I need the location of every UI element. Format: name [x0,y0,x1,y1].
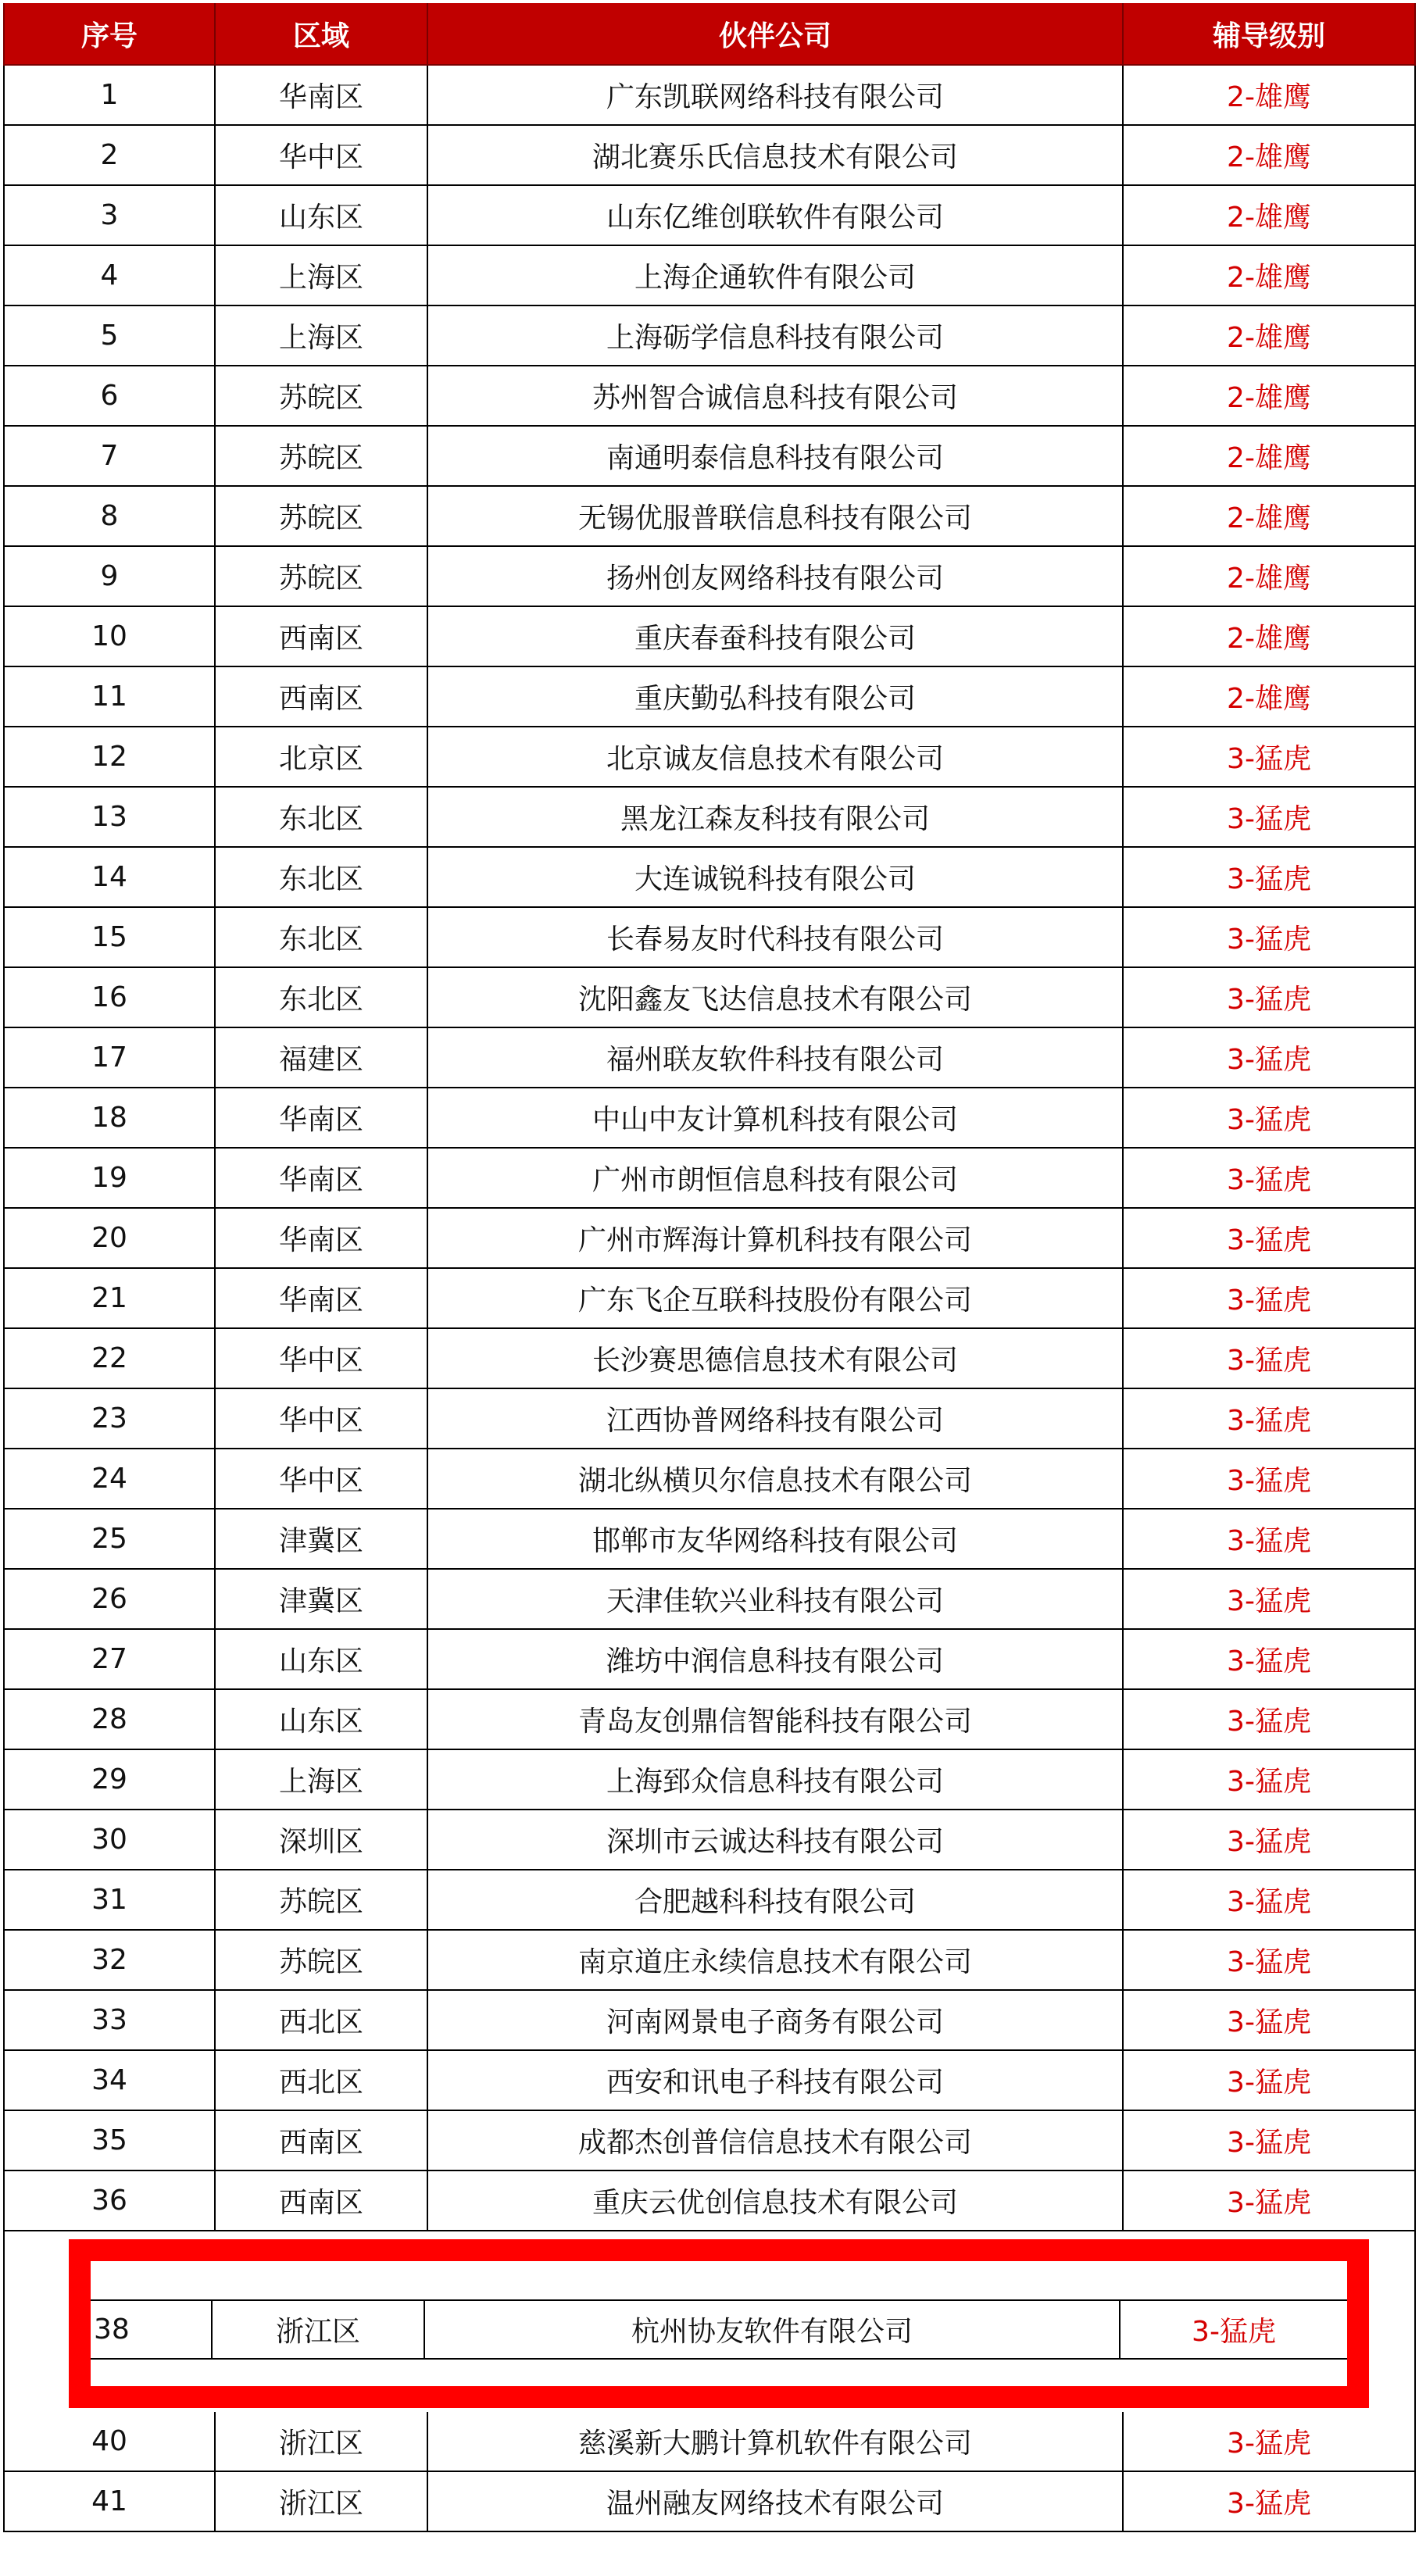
cell-index: 17 [3,1028,216,1088]
cell-index: 10 [3,607,216,667]
cell-company: 深圳市云诚达科技有限公司 [428,1810,1124,1870]
partner-table [3,3,1416,2532]
table-row [3,667,1416,727]
cell-company: 潍坊中润信息科技有限公司 [428,1630,1124,1690]
cell-level: 3-猛虎 [1124,1931,1416,1991]
cell-region: 西北区 [216,1991,428,2051]
cell-index: 35 [3,2111,216,2171]
cell-region: 北京区 [216,727,428,788]
cell-level: 2-雄鹰 [1124,487,1416,547]
table-row [3,1690,1416,1750]
cell-index: 14 [3,848,216,908]
cell-level: 3-猛虎 [1124,788,1416,848]
table-row [3,1088,1416,1149]
cell-company: 杭州协友软件有限公司 [425,2299,1121,2360]
header-index: 序号 [3,3,216,66]
highlighted-row [91,2299,1347,2360]
table-row [3,306,1416,366]
table-row [3,1991,1416,2051]
cell-region: 西南区 [216,667,428,727]
cell-index: 33 [3,1991,216,2051]
cell-index: 6 [3,366,216,427]
cell-index: 12 [3,727,216,788]
cell-region: 华南区 [216,1209,428,1269]
cell-level: 3-猛虎 [1124,1449,1416,1510]
cell-level: 3-猛虎 [1124,1088,1416,1149]
cell-region: 上海区 [216,306,428,366]
table-row [3,487,1416,547]
cell-region: 东北区 [216,968,428,1028]
cell-index: 21 [3,1269,216,1329]
cell-company: 上海企通软件有限公司 [428,246,1124,306]
table-row [3,1149,1416,1209]
cell-level: 3-猛虎 [1124,2111,1416,2171]
cell-region: 华南区 [216,1088,428,1149]
cell-index: 25 [3,1510,216,1570]
cell-level: 3-猛虎 [1124,1269,1416,1329]
cell-level: 3-猛虎 [1124,727,1416,788]
cell-company: 长春易友时代科技有限公司 [428,908,1124,968]
cell-level: 2-雄鹰 [1124,246,1416,306]
table-row [3,66,1416,126]
table-row [3,848,1416,908]
cell-company: 中山中友计算机科技有限公司 [428,1088,1124,1149]
cell-level: 2-雄鹰 [1124,667,1416,727]
cell-region: 苏皖区 [216,366,428,427]
cell-index: 8 [3,487,216,547]
cell-level: 3-猛虎 [1124,1870,1416,1931]
cell-region: 华南区 [216,1269,428,1329]
cell-level: 3-猛虎 [1124,1991,1416,2051]
cell-level: 2-雄鹰 [1124,607,1416,667]
table-row [3,1389,1416,1449]
cell-region: 山东区 [216,1630,428,1690]
cell-company: 湖北赛乐氏信息技术有限公司 [428,126,1124,186]
cell-level: 2-雄鹰 [1124,427,1416,487]
table-row [3,727,1416,788]
cell-index: 24 [3,1449,216,1510]
cell-company: 广州市辉海计算机科技有限公司 [428,1209,1124,1269]
cell-level: 3-猛虎 [1124,1810,1416,1870]
cell-company: 湖北纵横贝尔信息技术有限公司 [428,1449,1124,1510]
cell-company: 合肥越科科技有限公司 [428,1870,1124,1931]
table-row [3,547,1416,607]
cell-company: 苏州智合诚信息科技有限公司 [428,366,1124,427]
cell-index: 23 [3,1389,216,1449]
table-row [3,1510,1416,1570]
cell-company: 西安和讯电子科技有限公司 [428,2051,1124,2111]
cell-company: 南京道庄永续信息技术有限公司 [428,1931,1124,1991]
table-row [3,1570,1416,1630]
cell-index: 34 [3,2051,216,2111]
cell-level: 3-猛虎 [1124,2051,1416,2111]
cell-index: 30 [3,1810,216,1870]
cell-company: 青岛友创鼎信智能科技有限公司 [428,1690,1124,1750]
cell-index: 41 [3,2472,216,2532]
cell-region: 华南区 [216,66,428,126]
cell-level: 3-猛虎 [1124,1389,1416,1449]
table-row [3,1028,1416,1088]
cell-level: 3-猛虎 [1124,1510,1416,1570]
cell-index: 38 [91,2299,213,2360]
cell-company: 北京诚友信息技术有限公司 [428,727,1124,788]
table-row [3,186,1416,246]
table-row [3,126,1416,186]
cell-level: 2-雄鹰 [1124,306,1416,366]
cell-region: 华中区 [216,1389,428,1449]
cell-level: 3-猛虎 [1121,2299,1347,2360]
table-row [3,246,1416,306]
cell-region: 苏皖区 [216,547,428,607]
cell-company: 山东亿维创联软件有限公司 [428,186,1124,246]
header-region: 区域 [216,3,428,66]
cell-region: 西北区 [216,2051,428,2111]
cell-region: 苏皖区 [216,1931,428,1991]
cell-company: 长沙赛思德信息技术有限公司 [428,1329,1124,1389]
cell-index: 4 [3,246,216,306]
cell-company: 邯郸市友华网络科技有限公司 [428,1510,1124,1570]
cell-level: 3-猛虎 [1124,1149,1416,1209]
cell-company: 南通明泰信息科技有限公司 [428,427,1124,487]
cell-level: 2-雄鹰 [1124,366,1416,427]
cell-index: 20 [3,1209,216,1269]
cell-region: 华中区 [216,126,428,186]
cell-region: 苏皖区 [216,427,428,487]
cell-index: 1 [3,66,216,126]
cell-level: 3-猛虎 [1124,1329,1416,1389]
cell-company: 重庆勤弘科技有限公司 [428,667,1124,727]
cell-company: 广东飞企互联科技股份有限公司 [428,1269,1124,1329]
cell-company: 黑龙江森友科技有限公司 [428,788,1124,848]
table-row [3,1269,1416,1329]
cell-index: 16 [3,968,216,1028]
cell-region: 东北区 [216,848,428,908]
cell-level: 2-雄鹰 [1124,66,1416,126]
cell-company: 重庆春蚕科技有限公司 [428,607,1124,667]
header-level: 辅导级别 [1124,3,1416,66]
cell-level: 3-猛虎 [1124,1570,1416,1630]
cell-index: 13 [3,788,216,848]
table-row [3,607,1416,667]
cell-level: 3-猛虎 [1124,908,1416,968]
cell-region: 西南区 [216,2111,428,2171]
table-row [3,427,1416,487]
cell-index: 15 [3,908,216,968]
cell-index: 36 [3,2171,216,2231]
cell-company: 成都杰创普信信息技术有限公司 [428,2111,1124,2171]
table-row [3,2051,1416,2111]
cell-region: 苏皖区 [216,1870,428,1931]
table-row [3,1810,1416,1870]
cell-region: 上海区 [216,246,428,306]
cell-company: 天津佳软兴业科技有限公司 [428,1570,1124,1630]
table-row [3,1209,1416,1269]
table-row [3,908,1416,968]
table-row [3,1750,1416,1810]
cell-index: 5 [3,306,216,366]
cell-company: 江西协普网络科技有限公司 [428,1389,1124,1449]
cell-company: 沈阳鑫友飞达信息技术有限公司 [428,968,1124,1028]
cell-company: 广东凯联网络科技有限公司 [428,66,1124,126]
cell-level: 3-猛虎 [1124,968,1416,1028]
cell-region: 上海区 [216,1750,428,1810]
cell-region: 苏皖区 [216,487,428,547]
cell-index: 40 [3,2412,216,2472]
cell-level: 2-雄鹰 [1124,126,1416,186]
cell-index: 31 [3,1870,216,1931]
cell-index: 28 [3,1690,216,1750]
cell-index: 32 [3,1931,216,1991]
table-row [3,2412,1416,2472]
cell-company: 上海郅众信息科技有限公司 [428,1750,1124,1810]
cell-index: 19 [3,1149,216,1209]
cell-company: 无锡优服普联信息科技有限公司 [428,487,1124,547]
cell-company: 上海砺学信息科技有限公司 [428,306,1124,366]
table-tail [3,2412,1416,2532]
cell-index: 27 [3,1630,216,1690]
cell-level: 3-猛虎 [1124,2171,1416,2231]
cell-region: 浙江区 [216,2412,428,2472]
cell-company: 广州市朗恒信息科技有限公司 [428,1149,1124,1209]
cell-region: 津冀区 [216,1570,428,1630]
cell-region: 浙江区 [213,2299,425,2360]
cell-region: 山东区 [216,1690,428,1750]
cell-region: 华中区 [216,1329,428,1389]
cell-region: 山东区 [216,186,428,246]
cell-index: 29 [3,1750,216,1810]
cell-index: 9 [3,547,216,607]
table-row [3,1630,1416,1690]
cell-region: 津冀区 [216,1510,428,1570]
cell-index: 22 [3,1329,216,1389]
cell-region: 浙江区 [216,2472,428,2532]
header-company: 伙伴公司 [428,3,1124,66]
table-body [3,66,1416,2231]
cell-company: 温州融友网络技术有限公司 [428,2472,1124,2532]
cell-index: 18 [3,1088,216,1149]
table-row [3,2111,1416,2171]
cell-company: 重庆云优创信息技术有限公司 [428,2171,1124,2231]
cell-index: 7 [3,427,216,487]
cell-index: 11 [3,667,216,727]
cell-region: 华中区 [216,1449,428,1510]
table-row [3,1870,1416,1931]
cell-company: 河南网景电子商务有限公司 [428,1991,1124,2051]
cell-region: 东北区 [216,908,428,968]
table-row [3,1449,1416,1510]
cell-level: 3-猛虎 [1124,2472,1416,2532]
cell-level: 3-猛虎 [1124,848,1416,908]
cell-company: 大连诚锐科技有限公司 [428,848,1124,908]
cell-level: 2-雄鹰 [1124,547,1416,607]
cell-index: 3 [3,186,216,246]
cell-index: 26 [3,1570,216,1630]
cell-region: 华南区 [216,1149,428,1209]
cell-region: 西南区 [216,2171,428,2231]
table-row [3,968,1416,1028]
table-row [3,788,1416,848]
cell-region: 深圳区 [216,1810,428,1870]
cell-region: 福建区 [216,1028,428,1088]
table-row [3,1931,1416,1991]
cell-level: 3-猛虎 [1124,1028,1416,1088]
cell-level: 2-雄鹰 [1124,186,1416,246]
cell-company: 扬州创友网络科技有限公司 [428,547,1124,607]
cell-index: 2 [3,126,216,186]
cell-level: 3-猛虎 [1124,1750,1416,1810]
cell-company: 福州联友软件科技有限公司 [428,1028,1124,1088]
cell-region: 东北区 [216,788,428,848]
table-row [3,366,1416,427]
cell-level: 3-猛虎 [1124,1690,1416,1750]
cell-company: 慈溪新大鹏计算机软件有限公司 [428,2412,1124,2472]
cell-level: 3-猛虎 [1124,1630,1416,1690]
table-row [3,1329,1416,1389]
cell-region: 西南区 [216,607,428,667]
table-row [3,2171,1416,2231]
table-header [3,3,1416,66]
cell-level: 3-猛虎 [1124,1209,1416,1269]
table-row [3,2472,1416,2532]
cell-level: 3-猛虎 [1124,2412,1416,2472]
